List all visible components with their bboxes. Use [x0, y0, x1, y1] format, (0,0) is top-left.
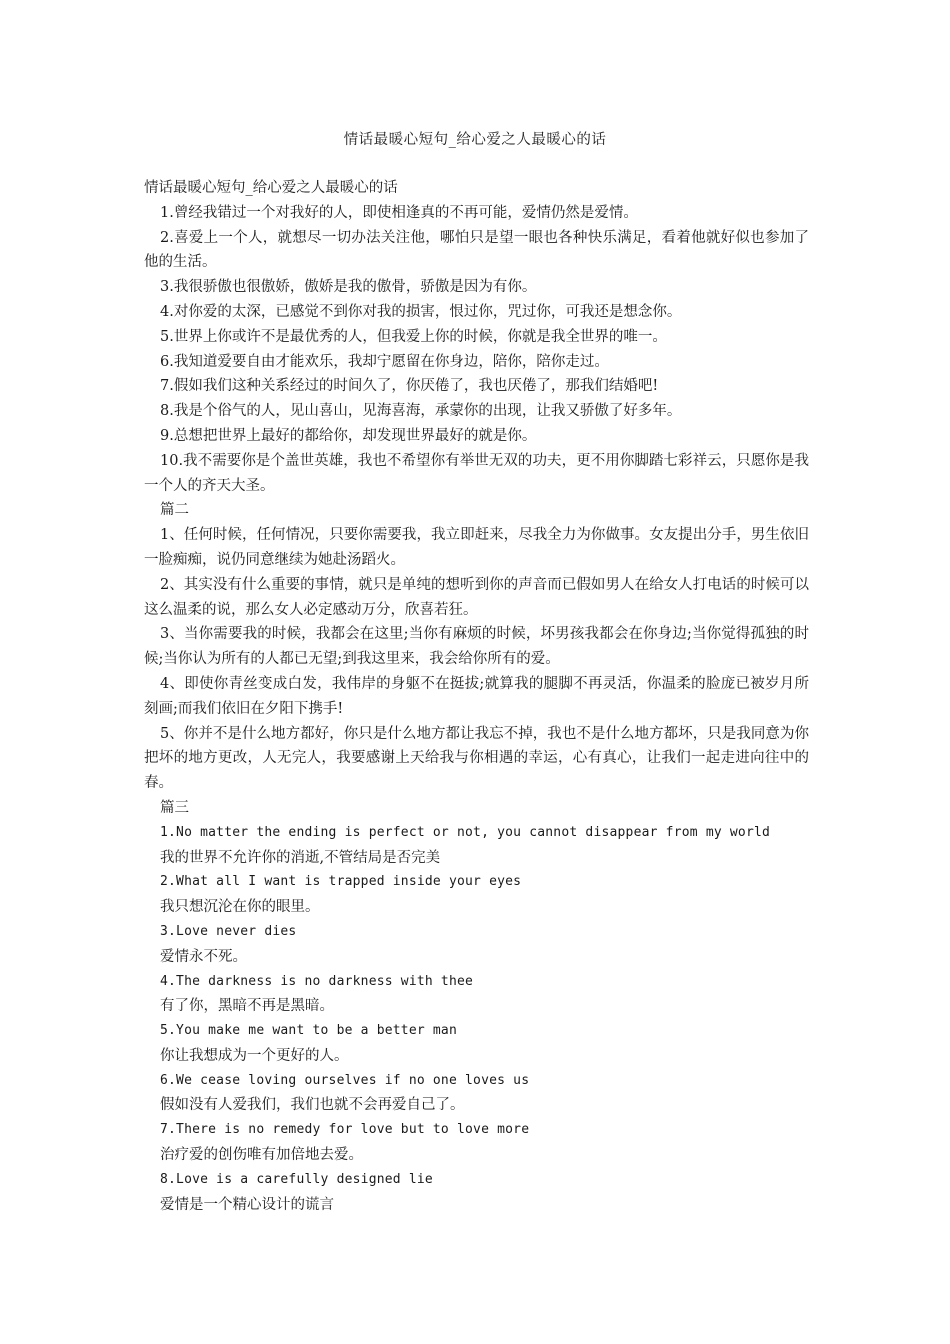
part2-line-2: 2、其实没有什么重要的事情，就只是单纯的想听到你的声音而已假如男人在给女人打电话的时候可以这么温柔的说，那么女人必定感动万分，欣喜若狂。 [144, 576, 809, 618]
part1-line-1: 1.曾经我错过一个对我好的人，即使相逢真的不再可能，爱情仍然是爱情。 [160, 204, 638, 221]
part3-en-6: 6.We cease loving ourselves if no one loves us [160, 1072, 530, 1088]
part2-line-3: 3、当你需要我的时候，我都会在这里;当你有麻烦的时候，坏男孩我都会在你身边;当你觉得孤独的时候;当你认为所有的人都已无望;到我这里来，我会给你所有的爱。 [144, 626, 809, 668]
part3-en-1: 1.No matter the ending is perfect or not, you cannot disappear from my world [160, 824, 771, 840]
part2-line-4: 4、即使你青丝变成白发，我伟岸的身躯不在挺拔;就算我的腿脚不再灵活，你温柔的脸庞已被岁月所刻画;而我们依旧在夕阳下携手! [144, 675, 809, 717]
document-heading: 情话最暖心短句_给心爱之人最暖心的话 [144, 180, 398, 196]
part1-line-10: 10.我不需要你是个盖世英雄，我也不希望你有举世无双的功夫，更不用你脚踏七彩祥云，只愿你是我一个人的齐天大圣。 [144, 452, 809, 494]
part3-zh-8: 爱情是一个精心设计的谎言 [160, 1196, 334, 1213]
part3-zh-5: 你让我想成为一个更好的人。 [160, 1047, 349, 1064]
part3-zh-7: 治疗爱的创伤唯有加倍地去爱。 [160, 1147, 363, 1164]
part1-line-6: 6.我知道爱要自由才能欢乐，我却宁愿留在你身边，陪你，陪你走过。 [160, 353, 609, 370]
document-title: 情话最暖心短句_给心爱之人最暖心的话 [343, 132, 607, 148]
part3-zh-3: 爱情永不死。 [160, 948, 247, 965]
part3-heading: 篇三 [160, 799, 189, 816]
part1-line-9: 9.总想把世界上最好的都给你，却发现世界最好的就是你。 [160, 427, 537, 444]
part1-line-2: 2.喜爱上一个人，就想尽一切办法关注他，哪怕只是望一眼也各种快乐满足，看着他就好似也参加了他的生活。 [144, 229, 809, 271]
part1-line-4: 4.对你爱的太深，已感觉不到你对我的损害，恨过你，咒过你，可我还是想念你。 [160, 303, 682, 320]
part1-line-7: 7.假如我们这种关系经过的时间久了，你厌倦了，我也厌倦了，那我们结婚吧! [160, 378, 659, 395]
part3-en-7: 7.There is no remedy for love but to love more [160, 1122, 530, 1138]
part3-en-4: 4.The darkness is no darkness with thee [160, 973, 474, 989]
document-body [144, 176, 809, 1217]
part3-zh-2: 我只想沉沦在你的眼里。 [160, 899, 320, 916]
part3-zh-4: 有了你，黑暗不再是黑暗。 [160, 998, 334, 1015]
part2-heading: 篇二 [160, 502, 189, 519]
part1-line-8: 8.我是个俗气的人，见山喜山，见海喜海，承蒙你的出现，让我又骄傲了好多年。 [160, 403, 682, 420]
part2-line-5: 5、你并不是什么地方都好，你只是什么地方都让我忘不掉，我也不是什么地方都坏，只是我同意为你把坏的地方更改，人无完人，我要感谢上天给我与你相遇的幸运，心有真心，让我们一起走进向往中的春。 [144, 725, 809, 792]
part3-zh-6: 假如没有人爱我们，我们也就不会再爱自己了。 [160, 1097, 465, 1114]
part3-en-2: 2.What all I want is trapped inside your eyes [160, 874, 522, 890]
part3-en-8: 8.Love is a carefully designed lie [160, 1171, 433, 1187]
part3-zh-1: 我的世界不允许你的消逝,不管结局是否完美 [160, 849, 441, 866]
part3-en-3: 3.Love never dies [160, 923, 297, 939]
part1-line-5: 5.世界上你或许不是最优秀的人，但我爱上你的时候，你就是我全世界的唯一。 [160, 328, 667, 345]
part3-en-5: 5.You make me want to be a better man [160, 1023, 457, 1039]
part1-line-3: 3.我很骄傲也很傲娇，傲娇是我的傲骨，骄傲是因为有你。 [160, 279, 537, 296]
part2-line-1: 1、任何时候，任何情况，只要你需要我，我立即赶来，尽我全力为你做事。女友提出分手，男生依旧一脸痴痴，说仍同意继续为她赴汤蹈火。 [144, 527, 809, 568]
